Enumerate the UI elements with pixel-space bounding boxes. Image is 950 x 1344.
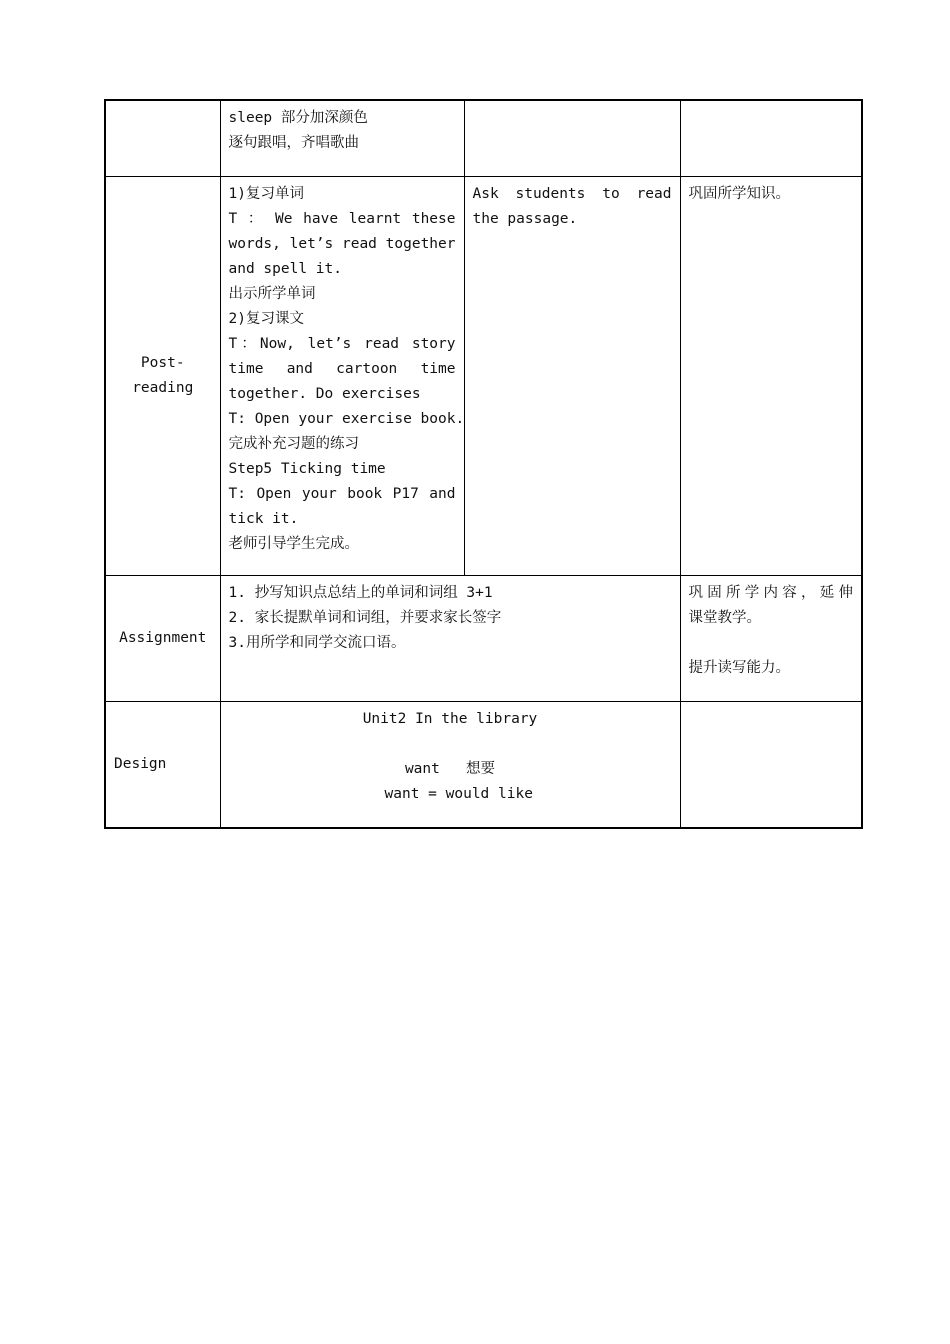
process-line: time and cartoon time <box>228 360 456 377</box>
purpose-line: 提升读写能力。 <box>688 659 790 676</box>
process-cell-continuation <box>220 100 464 176</box>
spacer <box>689 631 854 656</box>
process-line: T: Open your exercise book. <box>228 410 465 427</box>
spacer <box>229 732 672 757</box>
assignment-cell <box>220 575 680 701</box>
stage-label: Assignment <box>119 629 207 646</box>
process-line: 逐句跟唱，齐唱歌曲 <box>228 135 359 151</box>
purpose-text: 巩固所学知识。 <box>688 185 790 202</box>
stage-cell-assignment <box>105 575 220 701</box>
assignment-item: 2. 家长提默单词和词组，并要求家长签字 <box>228 609 502 626</box>
purpose-cell-empty <box>680 100 862 176</box>
activity-cell-empty <box>464 100 680 176</box>
process-line: tick it. <box>228 510 299 527</box>
process-line: 1)复习单词 <box>228 185 304 202</box>
table-row-continuation <box>105 100 862 176</box>
design-line: want = would like <box>367 785 533 802</box>
table-row-design <box>105 701 862 828</box>
activity-cell-post-reading <box>464 176 680 575</box>
stage-cell-design <box>105 701 220 828</box>
process-cell-post-reading <box>220 176 464 575</box>
process-line: 完成补充习题的练习 <box>228 435 359 452</box>
activity-line: the passage. <box>472 210 578 227</box>
purpose-line: 巩固所学内容，延伸 <box>688 584 853 601</box>
process-line: T：Now, let’s read story <box>228 335 456 352</box>
stage-label: Design <box>114 755 167 772</box>
process-line: T ： We have learnt these <box>228 210 456 227</box>
process-line: and spell it. <box>228 260 342 277</box>
design-notes-cell <box>680 701 862 828</box>
table-row-post-reading <box>105 176 862 575</box>
purpose-line: 课堂教学。 <box>688 609 761 626</box>
process-line: sleep 部分加深颜色 <box>228 110 368 126</box>
stage-cell-empty <box>105 100 220 176</box>
stage-label-line: reading <box>132 379 194 396</box>
assignment-item: 3.用所学和同学交流口语。 <box>228 634 406 651</box>
process-line: together. Do exercises <box>228 385 421 402</box>
lesson-plan-table <box>104 99 863 829</box>
process-line: words, let’s read together <box>228 235 456 252</box>
design-cell <box>220 701 680 828</box>
stage-cell-post-reading <box>105 176 220 575</box>
purpose-cell-assignment <box>680 575 862 701</box>
design-line: want 想要 <box>404 760 496 777</box>
purpose-cell-post-reading <box>680 176 862 575</box>
assignment-item: 1. 抄写知识点总结上的单词和词组 3+1 <box>228 584 493 601</box>
design-title: Unit2 In the library <box>362 710 538 727</box>
activity-line: Ask students to read <box>472 185 672 202</box>
process-line: T: Open your book P17 and <box>228 485 456 502</box>
table-row-assignment <box>105 575 862 701</box>
process-line: Step5 Ticking time <box>228 460 386 477</box>
process-line: 出示所学单词 <box>228 285 316 302</box>
process-line: 2)复习课文 <box>228 310 304 327</box>
stage-label-line: Post- <box>140 354 185 371</box>
process-line: 老师引导学生完成。 <box>228 535 359 552</box>
